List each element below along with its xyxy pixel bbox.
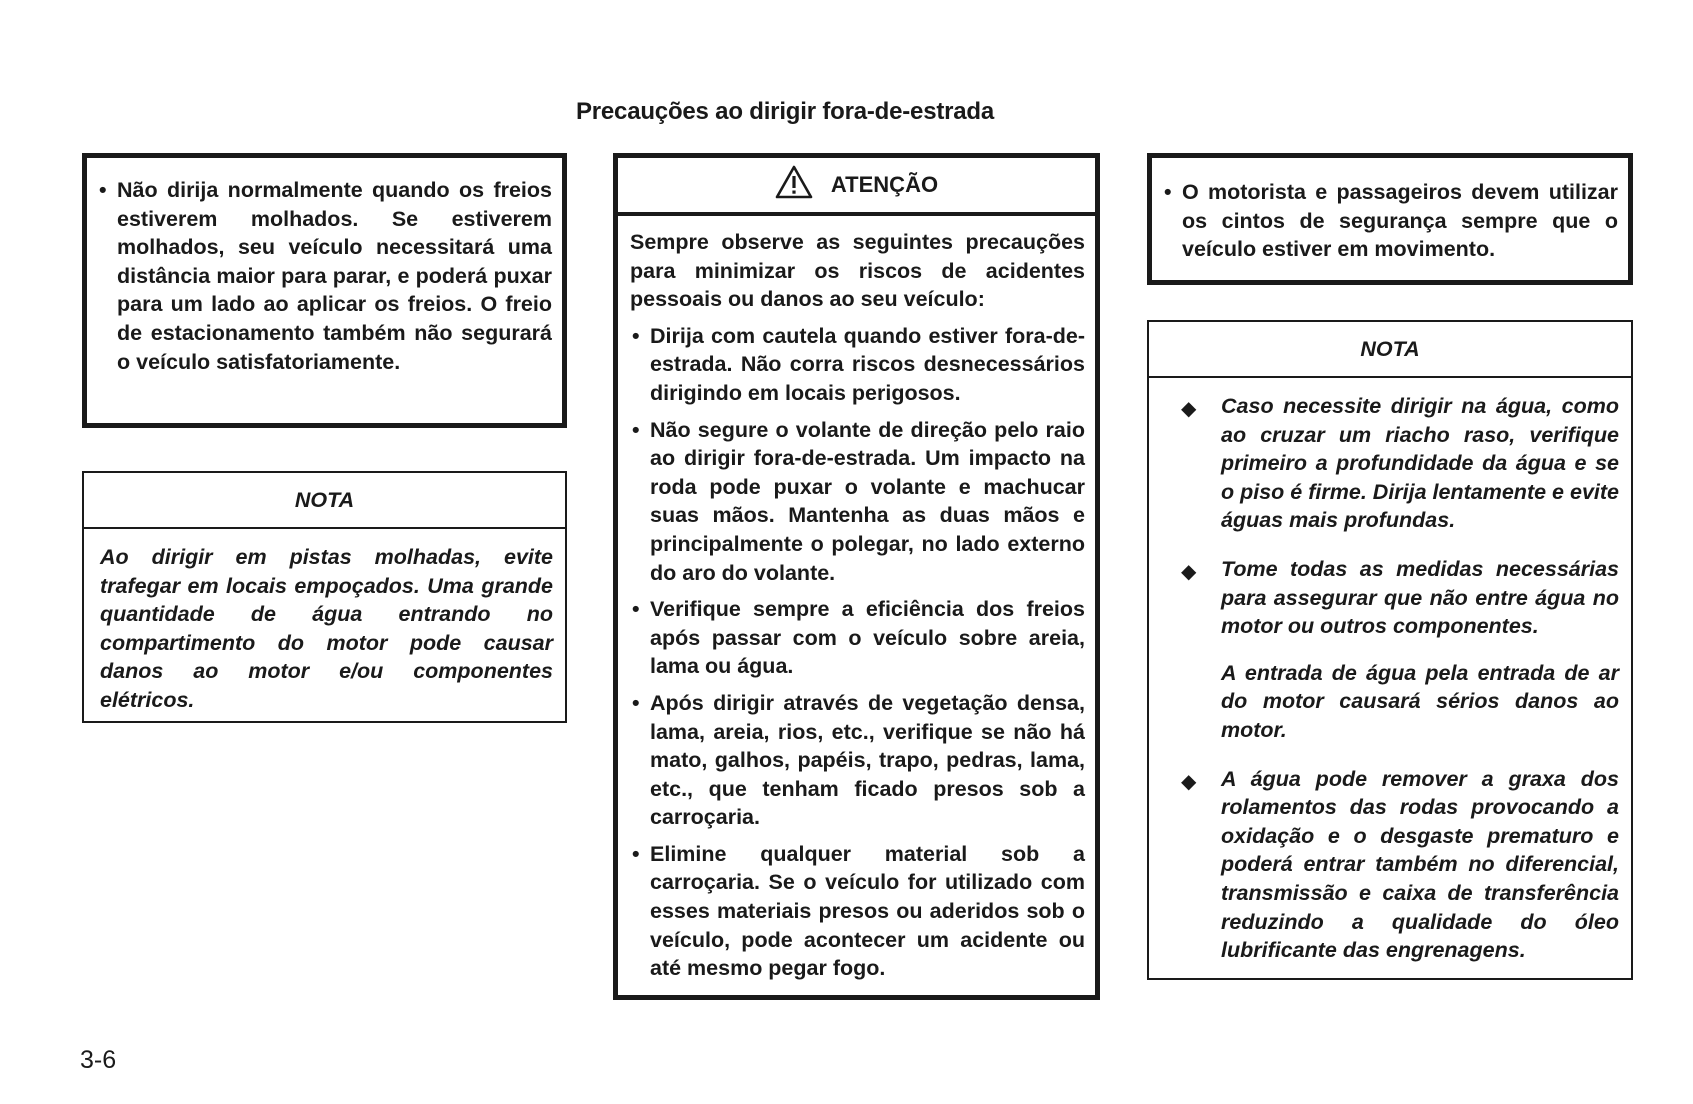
diamond-bullet-icon: ◆ (1181, 398, 1197, 420)
page-number: 3-6 (80, 1046, 117, 1074)
list-item-text: Elimine qualquer material sob a carroçaria. Se o veículo for utilizado com esses materiais presos ou aderidos sob o veículo, pode acontecer um acidente ou até mesmo pegar fogo. (650, 841, 1085, 981)
list-item-text: Após dirigir através de vegetação densa, lama, areia, rios, etc., verifique se não há mato, galhos, papéis, trapo, pedras, lama, etc., que tenham ficado presos sob a carroçaria. (650, 690, 1085, 830)
list-item-text: Não segure o volante de direção pelo raio ao dirigir fora-de-estrada. Um impacto na roda pode puxar o volante e machucar suas mãos. Mantenha as duas mãos e principalmente o polegar, no lado externo do aro do volante. (650, 417, 1085, 585)
bullet-icon: • (632, 417, 640, 442)
list-item (630, 595, 1085, 681)
nota-title: NOTA (1149, 322, 1631, 378)
diamond-bullet-icon: ◆ (1181, 770, 1197, 793)
list-item (630, 840, 1085, 983)
diamond-bullet-icon: ◆ (1181, 560, 1197, 583)
list-item-text: Caso necessite dirigir na água, como ao cruzar um riacho raso, verifique primeiro a profundidade da água e se o piso é firme. Dirija lentamente e evite águas mais profundas. (1221, 394, 1619, 533)
list-item (97, 176, 552, 376)
left-warning-box (82, 153, 567, 428)
list-item-text: A água pode remover a graxa dos rolamentos das rodas provocando a oxidação e o desgaste prematuro e poderá entrar também no diferencial, transmissão e caixa de transferência reduzindo a qualidade do óleo lubrificante das engrenagens. (1221, 766, 1619, 963)
bullet-icon: • (99, 178, 107, 202)
list-item (1165, 555, 1619, 745)
list-item (1162, 178, 1618, 264)
bullet-icon: • (1164, 180, 1172, 204)
right-nota-box (1147, 320, 1633, 980)
list-item (630, 322, 1085, 408)
list-item (1165, 392, 1619, 535)
bullet-icon: • (632, 597, 640, 622)
bullet-icon: • (632, 690, 640, 715)
atencao-header (618, 158, 1095, 216)
bullet-icon: • (632, 323, 640, 348)
right-box-text: O motorista e passageiros devem utilizar os cintos de segurança sempre que o veículo estiver em movimento. (1182, 180, 1618, 262)
list-item-extra-text: A entrada de água pela entrada de ar do motor causará sérios danos ao motor. (1221, 660, 1619, 742)
left-nota-text: Ao dirigir em pistas molhadas, evite trafegar em locais empoçados. Uma grande quantidade de água entrando no compartimento do motor pode causar danos ao motor e/ou componentes elétricos. (100, 545, 553, 712)
left-box-text: Não dirija normalmente quando os freios estiverem molhados. Se estiverem molhados, seu veículo necessitará uma distância maior para parar, e poderá puxar para um lado ao aplicar os freios. O freio de estacionamento também não segurará o veículo satisfatoriamente. (117, 178, 552, 374)
left-nota-box (82, 471, 567, 723)
atencao-title: ATENÇÃO (830, 172, 939, 197)
warning-triangle-icon (775, 165, 813, 205)
list-item (630, 689, 1085, 832)
list-item-text: Tome todas as medidas necessárias para assegurar que não entre água no motor ou outros componentes. (1221, 556, 1619, 639)
right-warning-box (1147, 153, 1633, 285)
list-item (630, 416, 1085, 588)
nota-title: NOTA (84, 473, 565, 529)
list-item (1165, 765, 1619, 965)
list-item-text: Dirija com cautela quando estiver fora-de-estrada. Não corra riscos desnecessários dirigindo em locais perigosos. (650, 323, 1085, 405)
list-item-text: Verifique sempre a eficiência dos freios após passar com o veículo sobre areia, lama ou água. (650, 597, 1085, 679)
atencao-intro: Sempre observe as seguintes precauções para minimizar os riscos de acidentes pessoais ou danos ao seu veículo: (630, 230, 1085, 312)
atencao-box (613, 153, 1100, 1000)
page-title: Precauções ao dirigir fora-de-estrada (575, 98, 995, 125)
bullet-icon: • (632, 841, 640, 866)
